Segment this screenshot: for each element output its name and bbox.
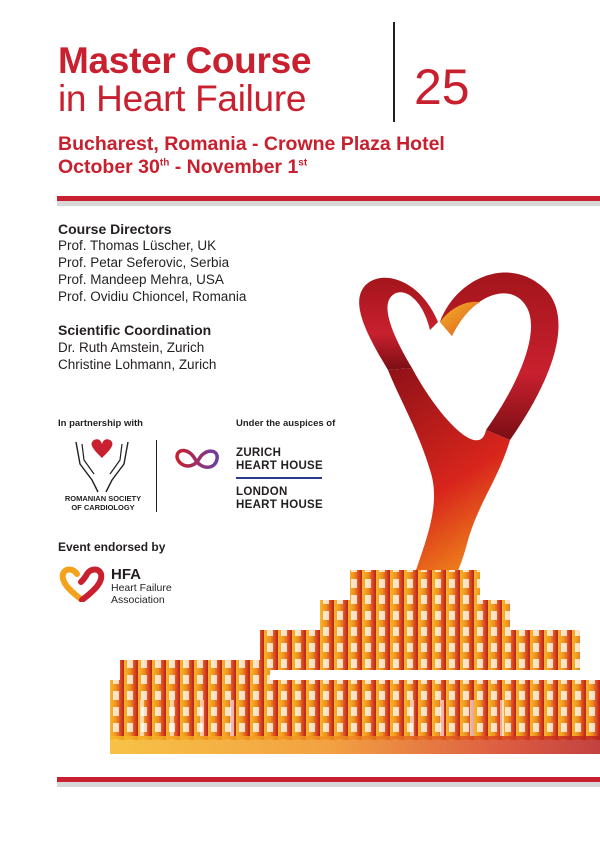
director-name: Prof. Petar Seferovic, Serbia — [58, 255, 230, 270]
zurich-heart-house: ZURICH HEART HOUSE — [236, 447, 324, 472]
hfa-name: Heart Failure Association — [111, 582, 172, 606]
bottom-rule-grey — [57, 782, 600, 787]
coordinator-name: Dr. Ruth Amstein, Zurich — [58, 340, 205, 355]
director-name: Prof. Mandeep Mehra, USA — [58, 272, 224, 287]
partnership-label: In partnership with — [58, 418, 143, 429]
venue: Bucharest, Romania - Crowne Plaza Hotel — [58, 133, 445, 155]
course-title: Master Course — [58, 40, 312, 81]
endorsed-label: Event endorsed by — [58, 540, 166, 554]
hfa-acronym: HFA — [111, 566, 141, 583]
auspices-label: Under the auspices of — [236, 418, 336, 429]
director-name: Prof. Thomas Lüscher, UK — [58, 238, 217, 253]
course-subtitle: in Heart Failure — [58, 78, 307, 119]
coordinator-name: Christine Lohmann, Zurich — [58, 357, 217, 372]
london-heart-house: LONDON HEART HOUSE — [236, 486, 324, 511]
heart-house-logo-icon — [173, 445, 223, 475]
director-name: Prof. Ovidiu Chioncel, Romania — [58, 289, 247, 304]
title-divider — [393, 22, 395, 122]
edition-number: 25 — [414, 59, 470, 115]
romanian-society-logo-icon — [68, 436, 136, 494]
hfa-logo-icon — [59, 566, 105, 602]
top-rule-grey — [57, 201, 600, 206]
logo-divider — [156, 440, 157, 512]
palace-building-icon — [110, 560, 600, 760]
society-name: ROMANIAN SOCIETY OF CARDIOLOGY — [64, 494, 142, 512]
directors-heading: Course Directors — [58, 221, 172, 237]
coordination-heading: Scientific Coordination — [58, 322, 212, 338]
dates: October 30th - November 1st — [58, 156, 308, 178]
